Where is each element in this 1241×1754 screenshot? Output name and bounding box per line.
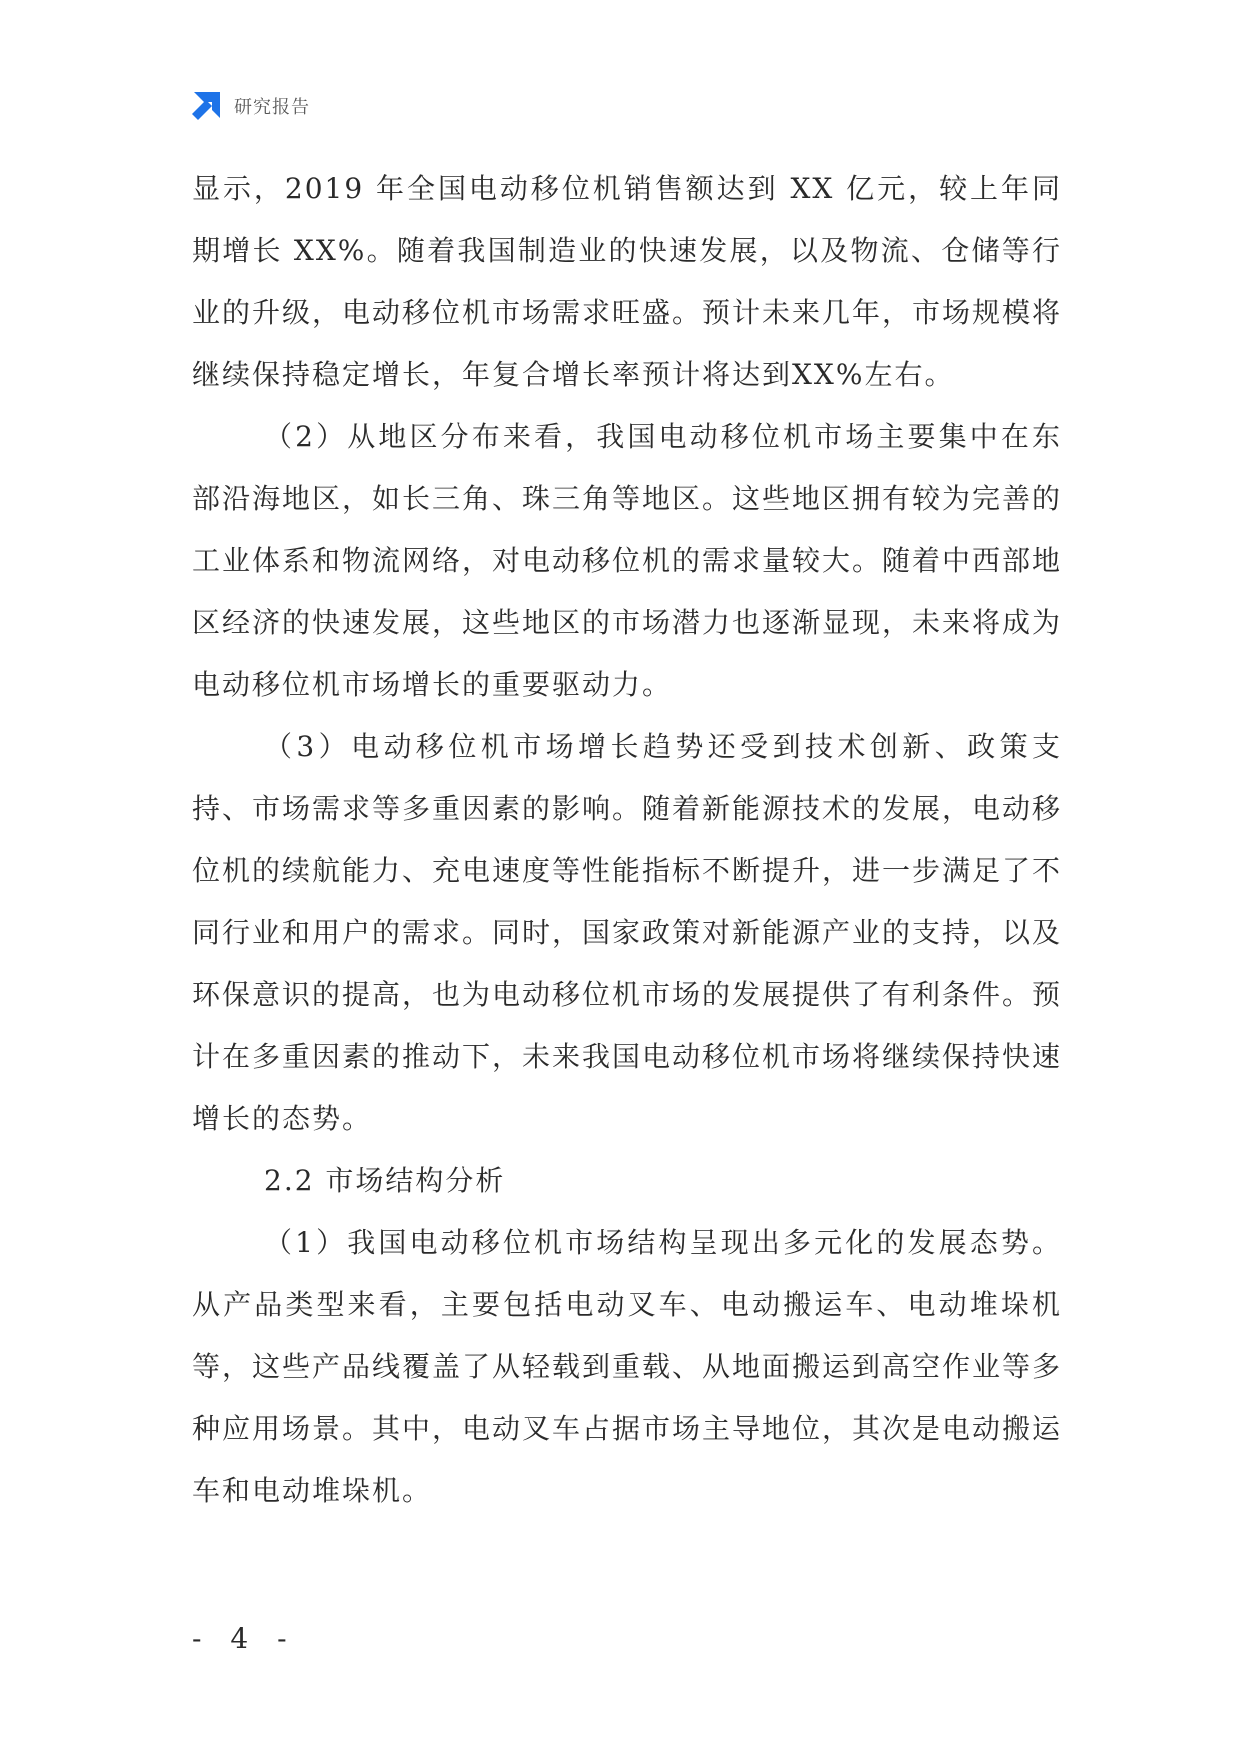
- header-title: 研究报告: [234, 97, 310, 118]
- page-header: [190, 88, 310, 124]
- page-number: - 4 -: [192, 1622, 297, 1655]
- paragraph-1: 显示，2019 年全国电动移位机销售额达到 XX 亿元，较上年同期增长 XX%。随着我国制造业的快速发展，以及物流、仓储等行业的升级，电动移位机市场需求旺盛。预计未来几年，市场规模将继续保持稳定增长，年复合增长率预计将达到XX%左右。: [192, 172, 1063, 391]
- paragraph-2: （2）从地区分布来看，我国电动移位机市场主要集中在东部沿海地区，如长三角、珠三角等地区。这些地区拥有较为完善的工业体系和物流网络，对电动移位机的需求量较大。随着中西部地区经济的快速发展，这些地区的市场潜力也逐渐显现，未来将成为电动移位机市场增长的重要驱动力。: [192, 420, 1063, 701]
- arrow-up-right-icon: [190, 90, 222, 122]
- paragraph-4: （1）我国电动移位机市场结构呈现出多元化的发展态势。从产品类型来看，主要包括电动叉车、电动搬运车、电动堆垛机等，这些产品线覆盖了从轻载到重载、从地面搬运到高空作业等多种应用场景。其中，电动叉车占据市场主导地位，其次是电动搬运车和电动堆垛机。: [192, 1226, 1063, 1507]
- section-heading: 2.2 市场结构分析: [264, 1164, 506, 1197]
- document-body: [192, 158, 1062, 1522]
- paragraph-3: （3）电动移位机市场增长趋势还受到技术创新、政策支持、市场需求等多重因素的影响。随着新能源技术的发展，电动移位机的续航能力、充电速度等性能指标不断提升，进一步满足了不同行业和用户的需求。同时，国家政策对新能源产业的支持，以及环保意识的提高，也为电动移位机市场的发展提供了有利条件。预计在多重因素的推动下，未来我国电动移位机市场将继续保持快速增长的态势。: [192, 730, 1063, 1135]
